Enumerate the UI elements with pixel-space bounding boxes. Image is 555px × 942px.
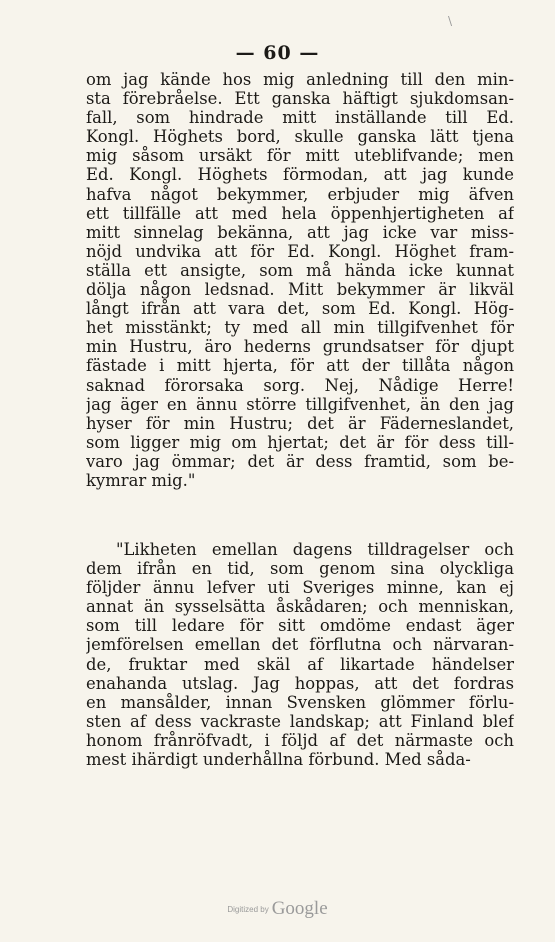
text-line: mitt sinnelag bekänna, att jag icke var miss- (86, 222, 514, 242)
google-logo: Google (271, 898, 328, 919)
text-line: fästade i mitt hjerta, för att der tillåta någon (86, 356, 514, 376)
paragraph-2 (86, 540, 514, 769)
text-line: hafva något bekymmer, erbjuder mig äfven (86, 184, 514, 204)
text-line: mest ihärdigt underhållna förbund. Med såda- (86, 750, 471, 770)
text-line: het misstänkt; ty med all min tillgifvenhet för (86, 318, 514, 338)
text-line: mig såsom ursäkt för mitt uteblifvande; men (86, 146, 514, 166)
text-line: varo jag ömmar; det är dess framtid, som be- (86, 451, 514, 471)
text-line: "Likheten emellan dagens tilldragelser och (116, 540, 514, 559)
text-line: enahanda utslag. Jag hoppas, att det fordras (86, 673, 514, 693)
text-line: Kongl. Höghets bord, skulle ganska lätt tjena (86, 127, 514, 147)
text-line: ställa ett ansigte, som må hända icke kunnat (86, 260, 514, 280)
text-line: dölja någon ledsnad. Mitt bekymmer är likväl (86, 280, 514, 300)
digitized-by-label: Digitized by (227, 904, 269, 914)
text-line: de, fruktar med skäl af likartade händelser (86, 654, 514, 674)
text-line: sten af dess vackraste landskap; att Finland blef (86, 711, 514, 731)
text-line: ett tillfälle att med hela öppenhjertigheten af (86, 203, 514, 223)
text-line: jag äger en ännu större tillgifvenhet, än den jag (86, 394, 514, 414)
text-line: min Hustru, äro hederns grundsatser för djupt (86, 337, 514, 357)
text-line: fall, som hindrade mitt inställande till Ed. (86, 108, 514, 128)
text-line: en mansålder, innan Svensken glömmer förlu- (86, 692, 514, 712)
corner-mark: \ (448, 14, 453, 28)
text-line: saknad förorsaka sorg. Nej, Nådige Herre! (86, 375, 514, 395)
text-line: jemförelsen emellan det förflutna och närvaran- (86, 635, 514, 655)
page-number: — 60 — (235, 42, 320, 64)
text-line: följder ännu lefver uti Sveriges minne, kan ej (86, 578, 514, 598)
text-line: sta förebråelse. Ett ganska häftigt sjukdomsan- (86, 89, 514, 109)
text-line: hyser för min Hustru; det är Fäderneslandet, (86, 413, 514, 433)
text-line: långt ifrån att vara det, som Ed. Kongl. Hög- (86, 299, 514, 319)
text-line: Ed. Kongl. Höghets förmodan, att jag kunde (86, 165, 514, 185)
text-line: som till ledare för sitt omdöme endast äger (86, 616, 514, 636)
text-line: annat än sysselsätta åskådaren; och menniskan, (86, 597, 514, 617)
digitization-footer (0, 898, 555, 920)
text-line: dem ifrån en tid, som genom sina olyckliga (86, 559, 514, 579)
paragraph-1 (86, 70, 514, 490)
text-line: nöjd undvika att för Ed. Kongl. Höghet fram- (86, 241, 514, 261)
text-line: om jag kände hos mig anledning till den min- (86, 70, 514, 89)
text-line: kymrar mig." (86, 470, 196, 490)
text-line: som ligger mig om hjertat; det är för dess till- (86, 432, 514, 452)
text-line: honom frånröfvadt, i följd af det närmaste och (86, 730, 514, 750)
